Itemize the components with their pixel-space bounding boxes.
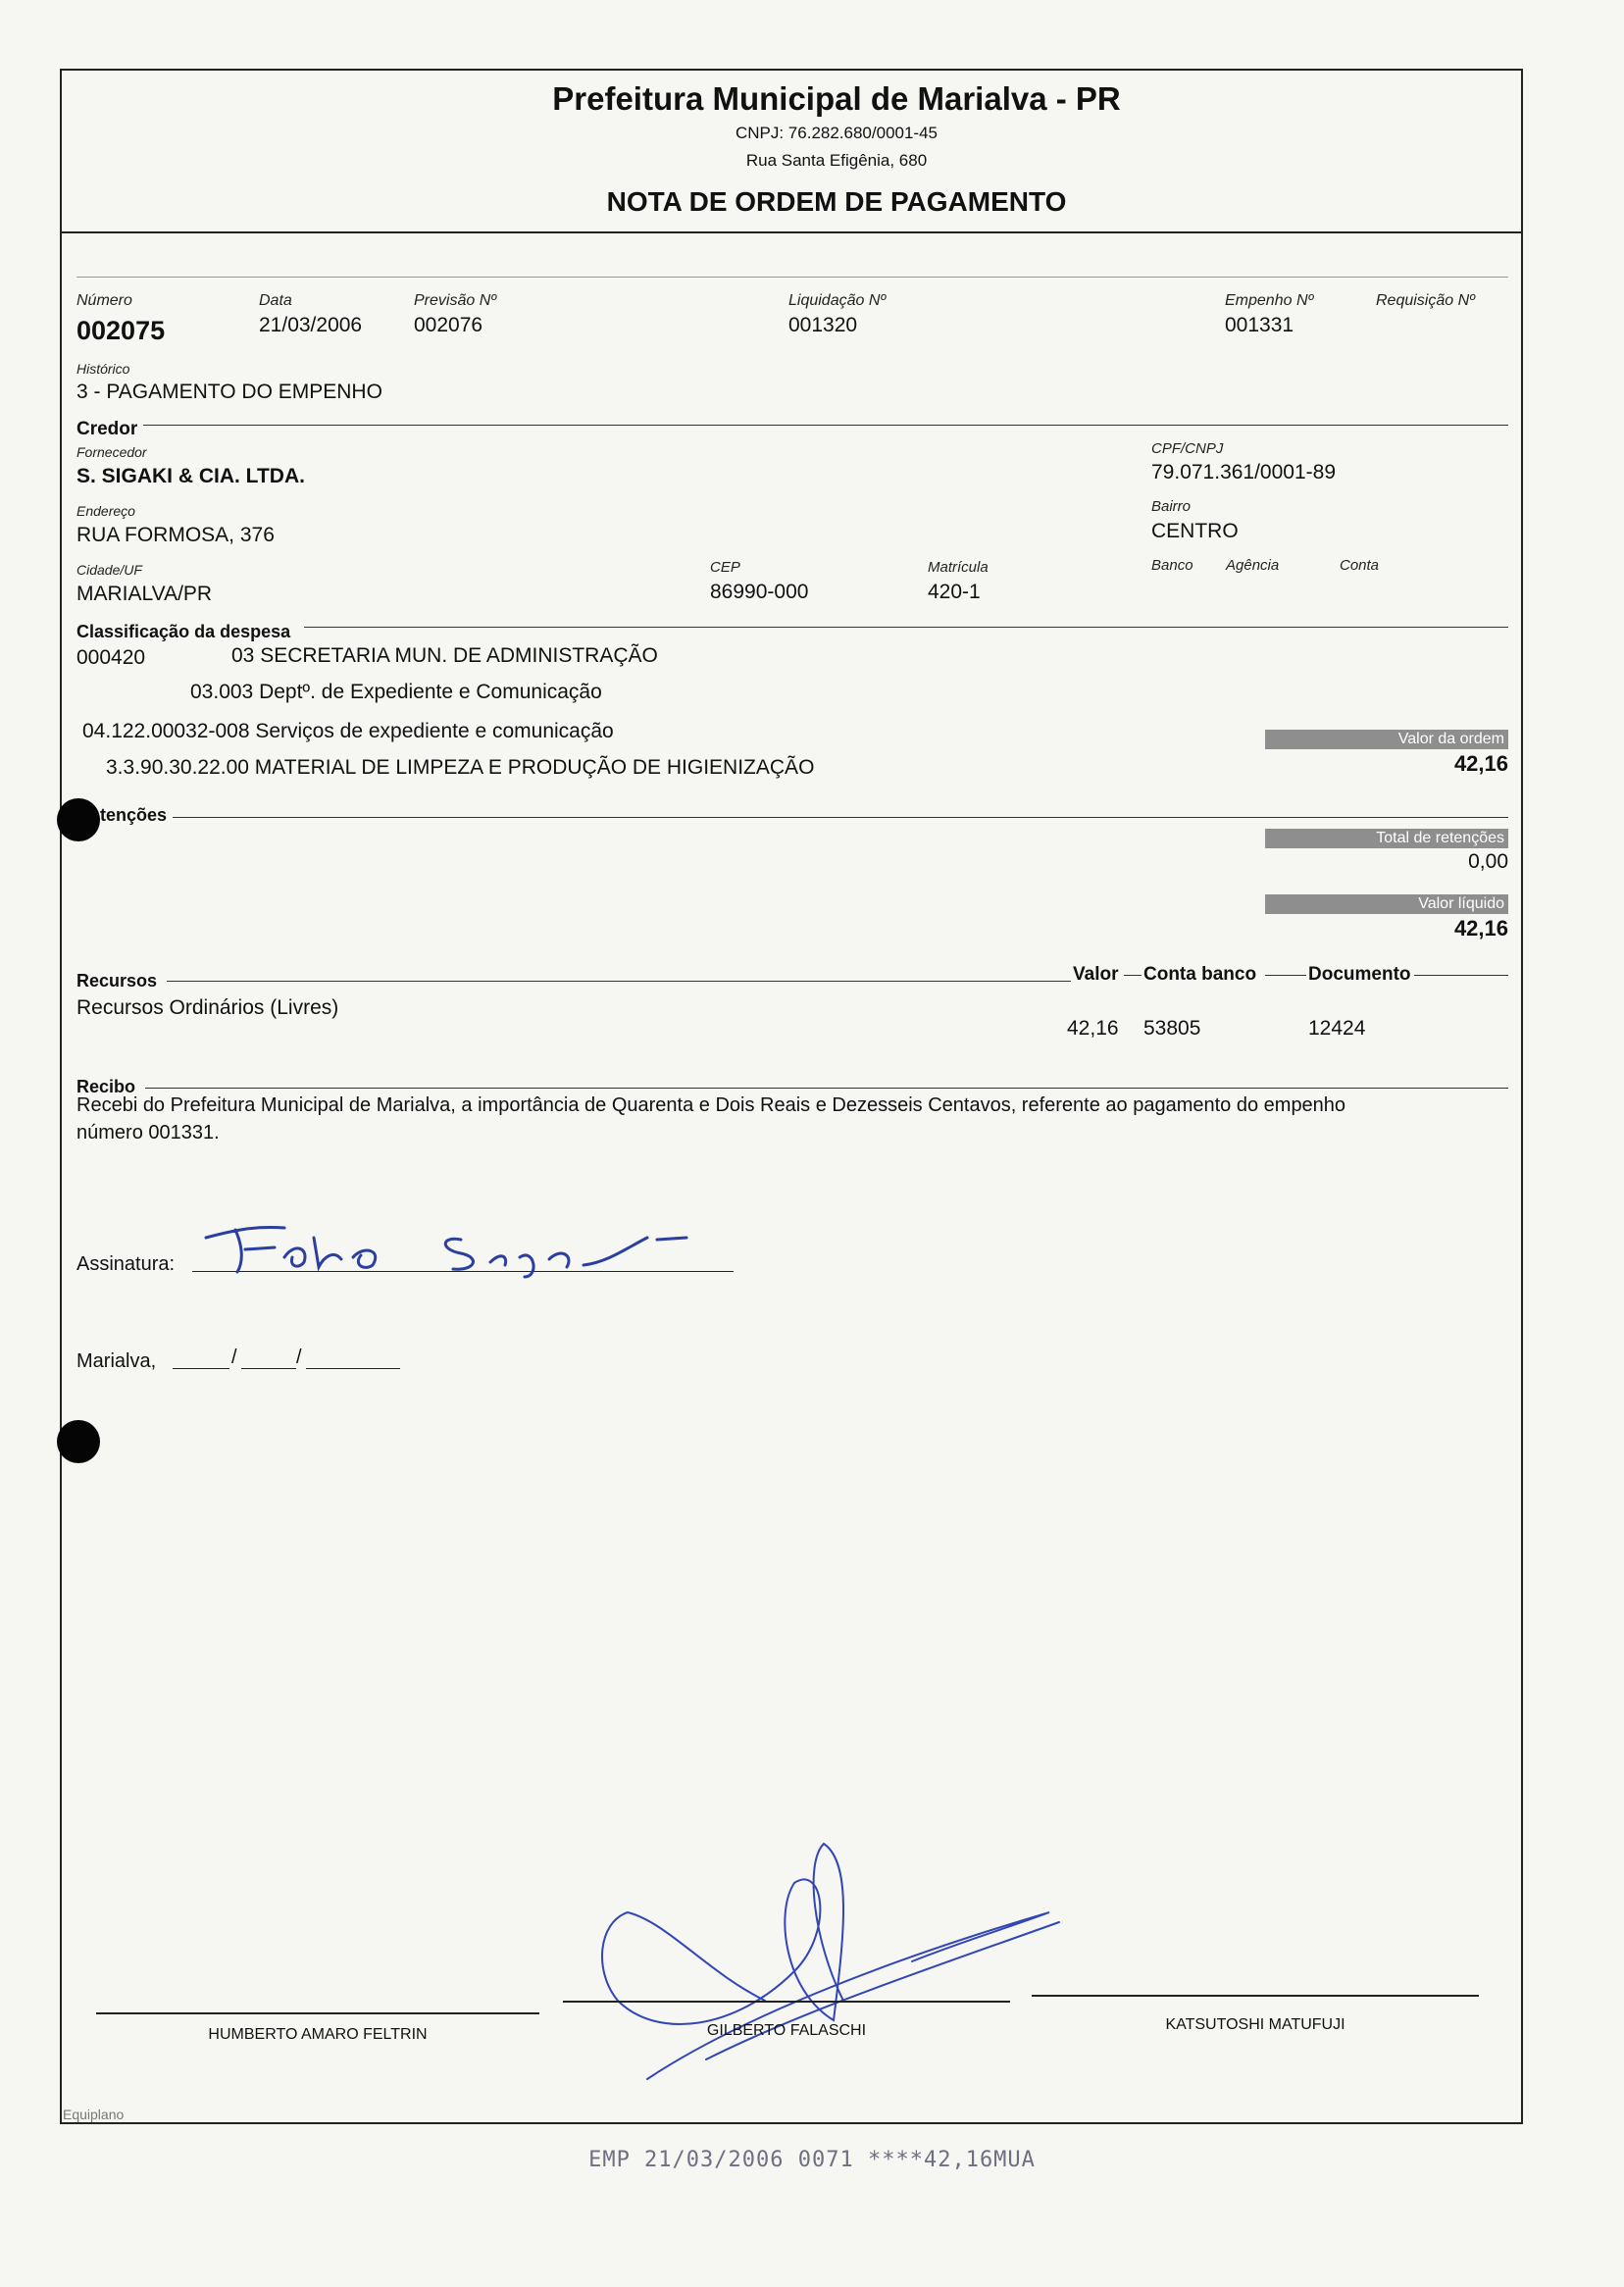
data-label: Data bbox=[259, 292, 292, 309]
recursos-rule-4 bbox=[1414, 975, 1508, 976]
endereco-label: Endereço bbox=[76, 503, 135, 519]
retencoes-rule bbox=[173, 817, 1508, 818]
recursos-descricao: Recursos Ordinários (Livres) bbox=[76, 996, 339, 1019]
data-value: 21/03/2006 bbox=[259, 314, 363, 336]
credor-section-title: Credor bbox=[76, 419, 138, 439]
date-line-day bbox=[173, 1368, 229, 1369]
cnpj-line: CNPJ: 76.282.680/0001-45 bbox=[735, 124, 939, 142]
recibo-text-line1: Recebi do Prefeitura Municipal de Marialva, a importância de Quarenta e Dois Reais e Dezesseis Centavos, referente ao pagamento do empenho bbox=[76, 1094, 1346, 1116]
matricula-label: Matrícula bbox=[928, 559, 989, 576]
conta-label: Conta bbox=[1340, 557, 1380, 574]
previsao-label: Previsão Nº bbox=[414, 292, 497, 309]
fields-top-rule bbox=[76, 277, 1508, 278]
recursos-documento-label: Documento bbox=[1308, 964, 1411, 985]
classificacao-section-title: Classificação da despesa bbox=[76, 622, 291, 641]
date-slash-2: / bbox=[296, 1347, 302, 1368]
valor-liquido-label: Valor líquido bbox=[1265, 894, 1508, 914]
bairro-value: CENTRO bbox=[1151, 520, 1239, 542]
retencoes-section-title: tenções bbox=[100, 805, 168, 825]
header-separator bbox=[60, 231, 1523, 233]
date-slash-1: / bbox=[231, 1347, 237, 1368]
historico-value: 3 - PAGAMENTO DO EMPENHO bbox=[76, 381, 382, 403]
historico-label: Histórico bbox=[76, 361, 130, 377]
classificacao-code: 000420 bbox=[76, 646, 146, 669]
cidade-label: Cidade/UF bbox=[76, 562, 142, 578]
address-line: Rua Santa Efigênia, 680 bbox=[745, 151, 928, 170]
orgao-line: 03 SECRETARIA MUN. DE ADMINISTRAÇÃO bbox=[231, 644, 658, 667]
signature-line-1 bbox=[96, 2012, 539, 2014]
recursos-section-title: Recursos bbox=[76, 971, 158, 991]
fornecedor-value: S. SIGAKI & CIA. LTDA. bbox=[76, 465, 305, 487]
total-retencoes-value: 0,00 bbox=[1468, 850, 1508, 873]
total-retencoes-label: Total de retenções bbox=[1265, 829, 1508, 848]
cep-value: 86990-000 bbox=[710, 581, 809, 603]
cpf-value: 79.071.361/0001-89 bbox=[1151, 461, 1337, 483]
recursos-conta-label: Conta banco bbox=[1143, 964, 1257, 985]
liquidacao-value: 001320 bbox=[788, 314, 858, 336]
signature-line-3 bbox=[1032, 1995, 1479, 1997]
banco-label: Banco bbox=[1151, 557, 1193, 574]
handwritten-signature-recibo bbox=[196, 1208, 706, 1287]
fornecedor-label: Fornecedor bbox=[76, 444, 147, 460]
recibo-rule bbox=[145, 1088, 1508, 1089]
requisicao-label: Requisição Nº bbox=[1376, 292, 1475, 309]
handwritten-signature-falaschi bbox=[588, 1804, 1098, 2099]
funcional-line: 04.122.00032-008 Serviços de expediente e comunicação bbox=[82, 720, 614, 742]
signatory-3: KATSUTOSHI MATUFUJI bbox=[1165, 2016, 1345, 2033]
endereco-value: RUA FORMOSA, 376 bbox=[76, 524, 275, 546]
recursos-conta: 53805 bbox=[1143, 1017, 1201, 1040]
recursos-documento: 12424 bbox=[1308, 1017, 1366, 1040]
elemento-line: 3.3.90.30.22.00 MATERIAL DE LIMPEZA E PRODUÇÃO DE HIGIENIZAÇÃO bbox=[106, 756, 815, 779]
cpf-label: CPF/CNPJ bbox=[1151, 440, 1224, 457]
date-line-month bbox=[241, 1368, 296, 1369]
numero-label: Número bbox=[76, 292, 132, 309]
assinatura-label: Assinatura: bbox=[76, 1253, 176, 1275]
footer-stamp: EMP 21/03/2006 0071 ****42,16MUA bbox=[588, 2148, 1036, 2172]
unidade-line: 03.003 Deptº. de Expediente e Comunicação bbox=[190, 681, 602, 703]
signatory-2: GILBERTO FALASCHI bbox=[706, 2022, 867, 2039]
punch-hole bbox=[57, 1420, 100, 1463]
municipality-title: Prefeitura Municipal de Marialva - PR bbox=[552, 80, 1121, 117]
recibo-text-line2: número 001331. bbox=[76, 1122, 220, 1144]
date-line-year bbox=[306, 1368, 400, 1369]
local-label: Marialva, bbox=[76, 1350, 157, 1372]
punch-hole bbox=[57, 798, 100, 841]
empenho-label: Empenho Nº bbox=[1225, 292, 1314, 309]
recursos-rule-3 bbox=[1265, 975, 1306, 976]
liquidacao-label: Liquidação Nº bbox=[788, 292, 887, 309]
signature-line-2 bbox=[563, 2001, 1010, 2003]
recursos-valor: 42,16 bbox=[1067, 1017, 1119, 1040]
credor-rule bbox=[143, 425, 1508, 426]
numero-value: 002075 bbox=[76, 316, 166, 345]
agencia-label: Agência bbox=[1226, 557, 1280, 574]
footer-brand: Equiplano bbox=[63, 2107, 125, 2122]
matricula-value: 420-1 bbox=[928, 581, 981, 603]
valor-ordem-value: 42,16 bbox=[1453, 751, 1508, 776]
recibo-section-title: Recibo bbox=[76, 1077, 136, 1096]
document-title: NOTA DE ORDEM DE PAGAMENTO bbox=[606, 186, 1067, 217]
cep-label: CEP bbox=[710, 559, 740, 576]
classificacao-rule bbox=[304, 627, 1508, 628]
valor-ordem-label: Valor da ordem bbox=[1265, 730, 1508, 749]
empenho-value: 001331 bbox=[1225, 314, 1294, 336]
recursos-valor-label: Valor bbox=[1073, 964, 1119, 985]
previsao-value: 002076 bbox=[414, 314, 483, 336]
valor-liquido-value: 42,16 bbox=[1453, 916, 1508, 940]
cidade-value: MARIALVA/PR bbox=[76, 583, 213, 605]
recursos-rule bbox=[167, 981, 1071, 982]
recursos-rule-2 bbox=[1124, 975, 1142, 976]
signatory-1: HUMBERTO AMARO FELTRIN bbox=[208, 2026, 428, 2043]
bairro-label: Bairro bbox=[1151, 498, 1192, 515]
